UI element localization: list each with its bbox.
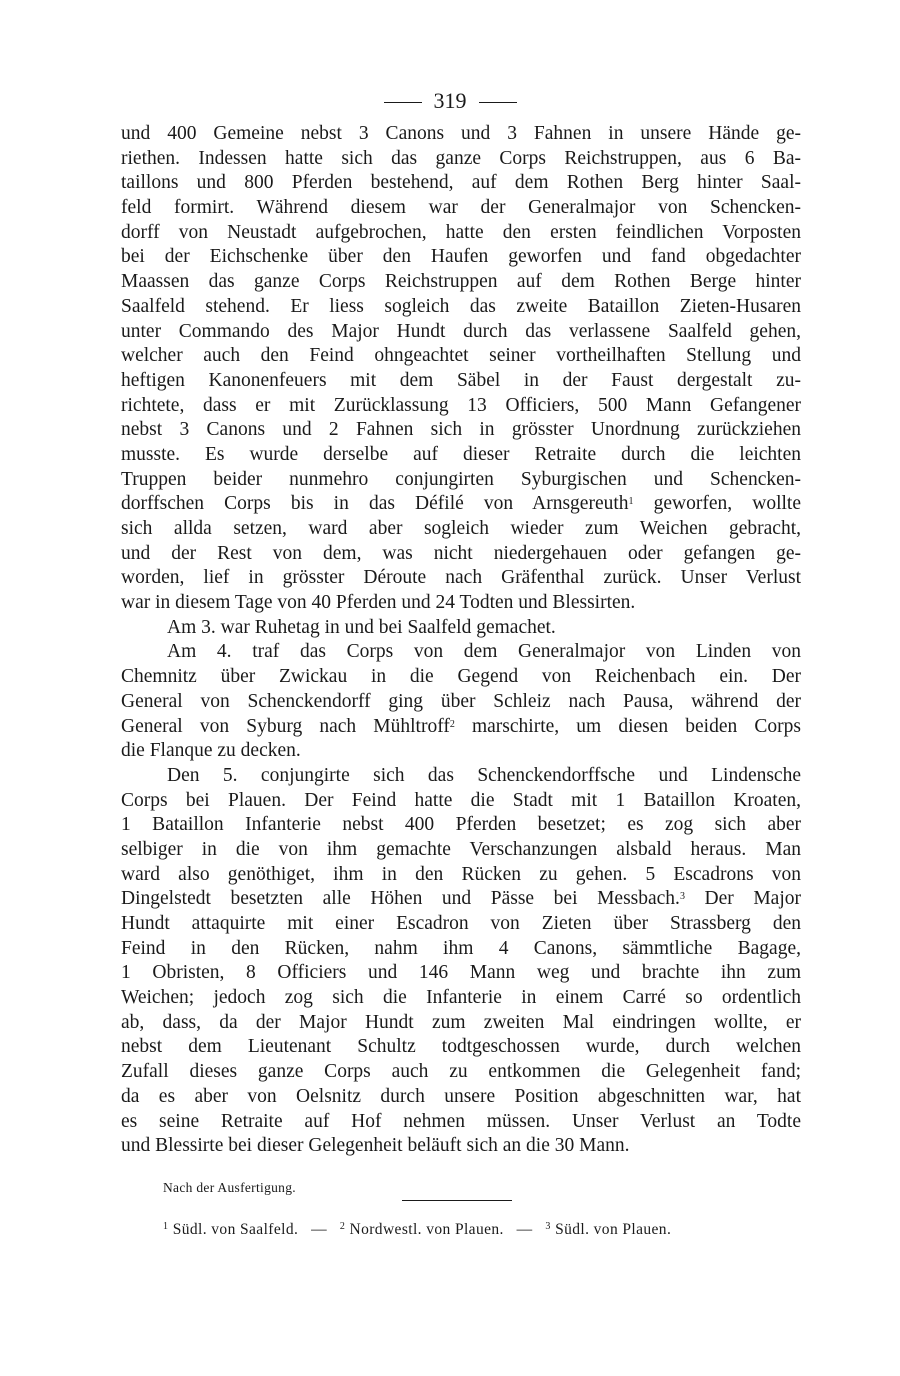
text-line: bei der Eichschenke über den Haufen geworfen und fand obgedachter xyxy=(121,246,801,268)
text-line: und Blessirte bei dieser Gelegenheit beläuft sich an die 30 Mann. xyxy=(121,1135,630,1157)
footnote-item xyxy=(163,1221,298,1238)
footnote-ref: 1 xyxy=(628,496,634,508)
footnote-text: Südl. von Plauen. xyxy=(555,1221,672,1238)
page-header xyxy=(0,86,900,116)
text-line: Corps bei Plauen. Der Feind hatte die Stadt mit 1 Bataillon Kroaten, xyxy=(121,789,801,811)
text-line: Truppen beider nunmehro conjungirten Syburgischen und Schencken- xyxy=(121,468,801,490)
footnote-text: Südl. von Saalfeld. xyxy=(172,1221,299,1238)
text-line: sich allda setzen, ward aber sogleich wieder zum Weichen gebracht, xyxy=(121,518,801,539)
text-line: 1 Obristen, 8 Officiers und 146 Mann weg und brachte ihn zum xyxy=(121,962,801,984)
text-line: da es aber von Oelsnitz durch unsere Position abgeschnitten war, hat xyxy=(121,1085,801,1107)
footnote-mark: 3 xyxy=(545,1221,551,1232)
text-line: Chemnitz über Zwickau in die Gegend von Reichenbach ein. Der xyxy=(121,666,801,688)
text-line: Zufall dieses ganze Corps auch zu entkommen die Gelegenheit fand; xyxy=(121,1061,801,1083)
text-line: selbiger in die von ihm gemachte Verschanzungen alsbald heraus. Man xyxy=(121,838,801,860)
footnote-mark: 2 xyxy=(339,1221,346,1232)
text-line: Hundt attaquirte mit einer Escadron von Zieten über Strassberg den xyxy=(121,913,801,934)
text-line: ward also genöthiget, ihm in den Rücken zu gehen. 5 Escadrons von xyxy=(121,863,801,885)
text-line: nebst dem Lieutenant Schultz todtgeschossen wurde, durch welchen xyxy=(121,1036,801,1058)
footnote-mark: 1 xyxy=(163,1221,169,1232)
footnote-rule xyxy=(402,1200,512,1201)
text-line: Feind in den Rücken, nahm ihm 4 Canons, sämmtliche Bagage, xyxy=(121,937,801,959)
text-line: ab, dass, da der Major Hundt zum zweiten Mal eindringen wollte, er xyxy=(121,1011,801,1033)
text-fragment: Dingelstedt besetzten alle Höhen und Pässe bei Messbach. xyxy=(121,888,680,910)
text-line: riethen. Indessen hatte sich das ganze Corps Reichstruppen, aus 6 Ba- xyxy=(121,147,801,169)
text-line: richtete, dass er mit Zurücklassung 13 Officiers, 500 Mann Gefangener xyxy=(121,394,801,416)
text-line: welcher auch den Feind ohngeachtet seiner vortheilhaften Stellung und xyxy=(121,345,801,367)
source-note: Nach der Ausfertigung. xyxy=(163,1180,296,1195)
text-line: nebst 3 Canons und 2 Fahnen sich in grösster Unordnung zurückziehen xyxy=(121,419,801,441)
text-line: war in diesem Tage von 40 Pferden und 24 Todten und Blessirten. xyxy=(121,592,636,614)
text-line: 1 Bataillon Infanterie nebst 400 Pferden besetzet; es zog sich aber xyxy=(121,814,801,836)
text-line-with-footnote xyxy=(121,887,801,912)
text-line: worden, lief in grösster Déroute nach Gräfenthal zurück. Unser Verlust xyxy=(121,567,801,589)
body-text xyxy=(121,122,801,1159)
text-line: Am 3. war Ruhetag in und bei Saalfeld gemachet. xyxy=(167,616,556,638)
text-line: taillons und 800 Pferden bestehend, auf dem Rothen Berg hinter Saal- xyxy=(121,172,801,194)
text-fragment: marschirte, um diesen beiden Corps xyxy=(454,715,801,737)
text-line: dorff von Neustadt aufgebrochen, hatte den ersten feindlichen Vorposten xyxy=(121,221,801,243)
text-line: Maassen das ganze Corps Reichstruppen auf dem Rothen Berge hinter xyxy=(121,271,801,293)
text-line-with-footnote xyxy=(121,715,801,740)
footnote-separator: — xyxy=(311,1221,327,1238)
header-dash-right xyxy=(479,102,517,103)
text-line: unter Commando des Major Hundt durch das verlassene Saalfeld gehen, xyxy=(121,320,801,342)
text-line-with-footnote xyxy=(121,492,801,517)
footnote-item xyxy=(545,1221,671,1238)
text-line: Am 4. traf das Corps von dem Generalmajor von Linden von xyxy=(167,641,801,663)
footnote-ref: 2 xyxy=(449,718,455,730)
text-line: Den 5. conjungirte sich das Schenckendorffsche und Lindensche xyxy=(167,764,801,786)
text-line: und der Rest von dem, was nicht niedergehauen oder gefangen ge- xyxy=(121,542,801,564)
text-line: musste. Es wurde derselbe auf dieser Retraite durch die leichten xyxy=(121,443,801,465)
footnote-separator: — xyxy=(516,1221,533,1238)
footnote-ref: 3 xyxy=(679,891,685,903)
text-line: Saalfeld stehend. Er liess sogleich das zweite Bataillon Zieten-Husaren xyxy=(121,295,801,317)
text-line: und 400 Gemeine nebst 3 Canons und 3 Fahnen in unsere Hände ge- xyxy=(121,123,801,144)
footnotes xyxy=(163,1221,803,1239)
text-line: General von Schenckendorff ging über Schleiz nach Pausa, während der xyxy=(121,690,801,712)
text-fragment: General von Syburg nach Mühltroff xyxy=(121,715,450,737)
footnote-item xyxy=(340,1221,504,1238)
text-fragment: Der Major xyxy=(684,888,801,910)
header-dash-left xyxy=(384,102,422,103)
text-line: heftigen Kanonenfeuers mit dem Säbel in der Faust dergestalt zu- xyxy=(121,369,801,391)
text-line: feld formirt. Während diesem war der Generalmajor von Schencken- xyxy=(121,197,801,219)
footnote-text: Nordwestl. von Plauen. xyxy=(349,1221,504,1238)
text-line: die Flanque zu decken. xyxy=(121,740,301,762)
text-line: Weichen; jedoch zog sich die Infanterie in einem Carré so ordentlich xyxy=(121,987,801,1009)
page-number: 319 xyxy=(433,88,467,113)
text-line: es seine Retraite auf Hof nehmen müssen. Unser Verlust an Todte xyxy=(121,1110,801,1132)
text-fragment: dorffschen Corps bis in das Défilé von Arnsgereuth xyxy=(121,493,629,515)
text-fragment: geworfen, wollte xyxy=(633,493,801,515)
